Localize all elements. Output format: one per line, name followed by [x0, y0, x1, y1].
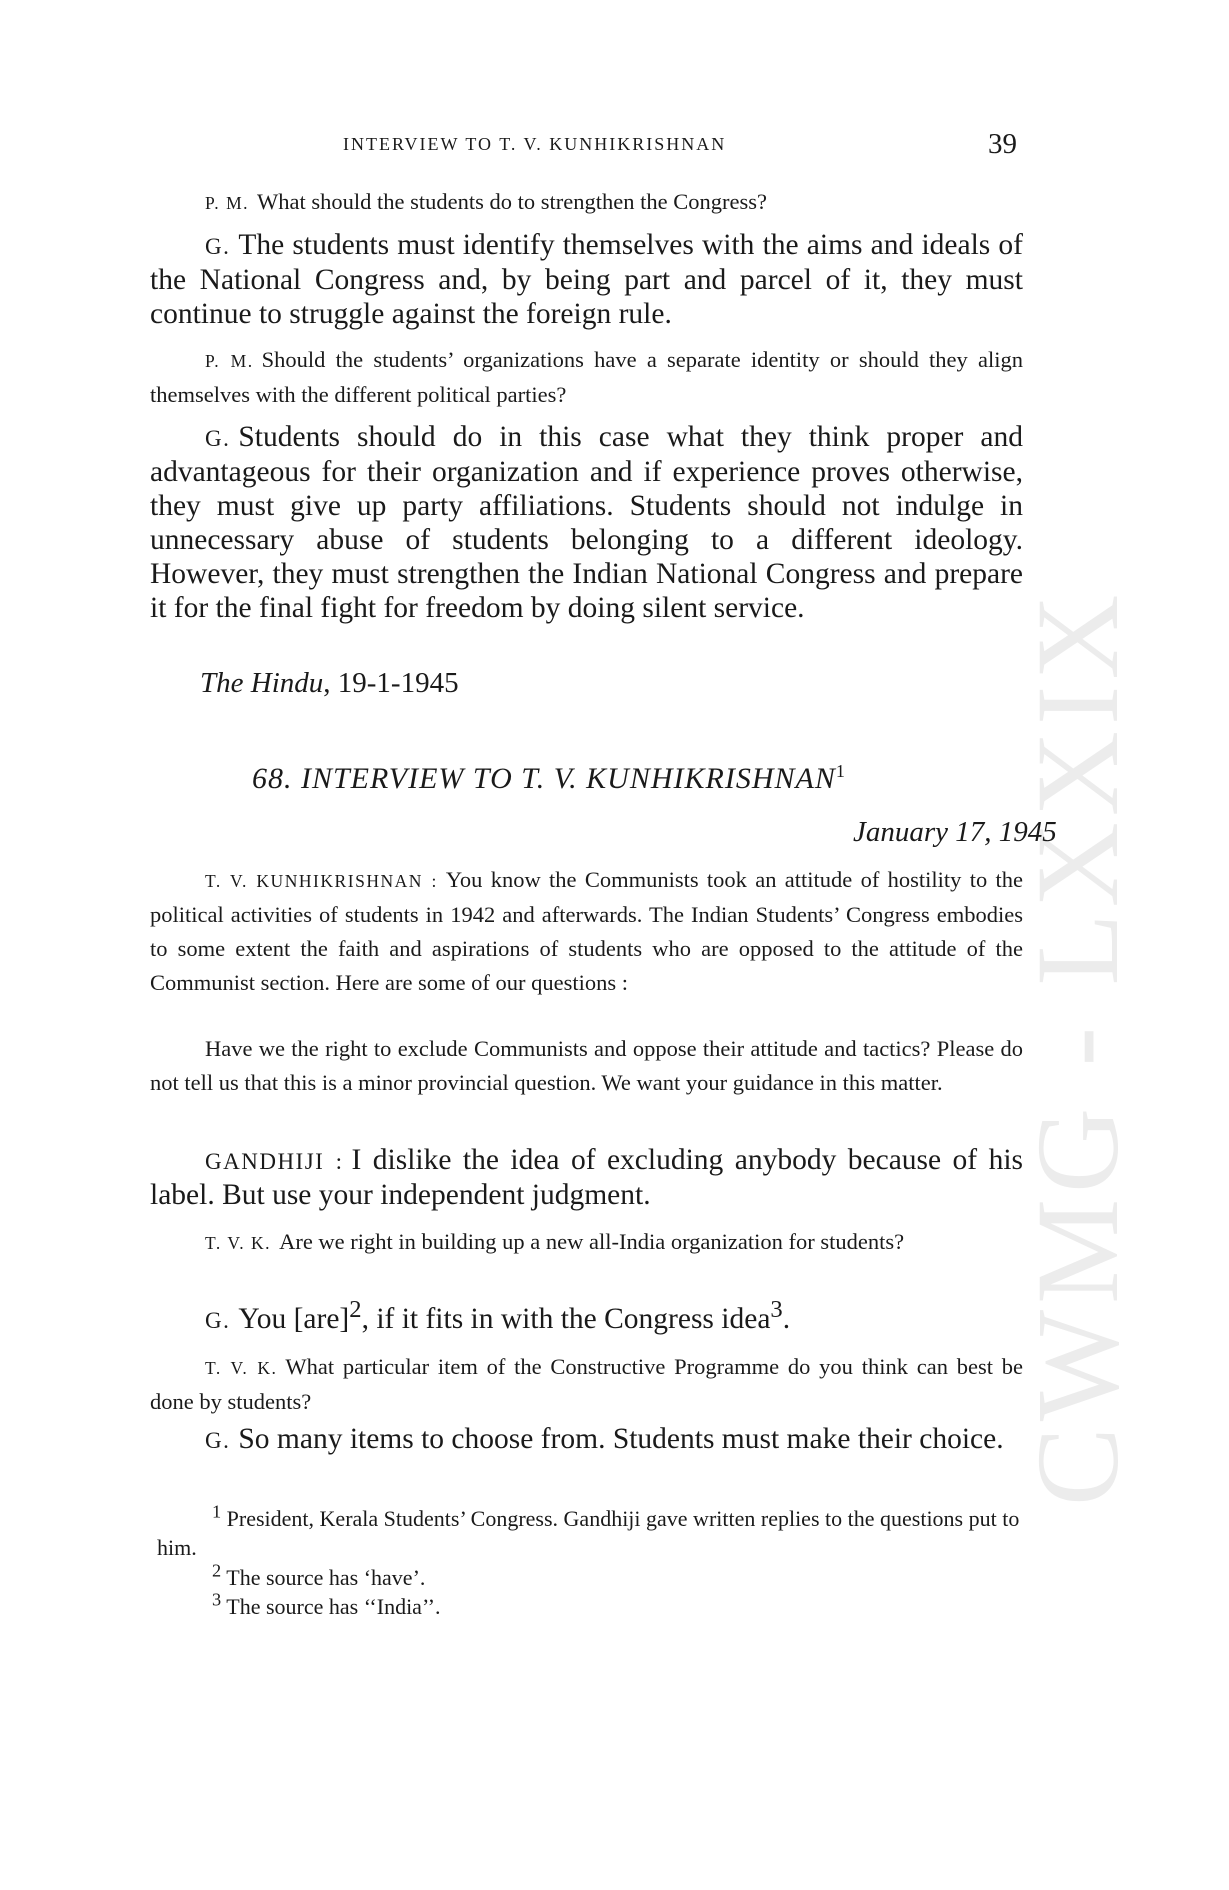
section-number: 68. [252, 762, 293, 795]
dialogue-answer-3 [150, 1422, 1023, 1457]
speaker-label: T. V. K. [205, 1233, 272, 1253]
dialogue-text: So many items to choose from. Students must make their choice. [238, 1423, 1004, 1455]
speaker-label: GANDHIJI : [205, 1148, 344, 1174]
dialogue-text: Are we right in building up a new all-India organization for students? [279, 1229, 905, 1254]
question-1 [150, 185, 1023, 220]
answer-2 [150, 420, 1023, 625]
dialogue-text: You [are] [238, 1303, 350, 1335]
speaker-label: G. [205, 425, 231, 451]
section-title: INTERVIEW TO T. V. KUNHIKRISHNAN [301, 762, 836, 795]
running-head: INTERVIEW TO T. V. KUNHIKRISHNAN [343, 134, 727, 154]
speaker-label: G. [205, 233, 231, 259]
answer-text: Students should do in this case what they think proper and advantageous for their organization and if experience proves otherwise, they must give up party affiliations. Students should not indulge in unnecessary abuse of students belonging to a different ideology. However, they must strengthen the Indian National Congress and prepare it for the final fight for freedom by doing silent service. [150, 421, 1023, 624]
question-2 [150, 343, 1023, 412]
footnote-2 [157, 1560, 1023, 1592]
dialogue-text: I dislike the idea of excluding anybody because of his label. But use your independent judgment. [150, 1144, 1023, 1211]
footnote-mark: 1 [212, 1501, 222, 1522]
footnote-ref: 1 [835, 761, 846, 781]
question-text: Should the students’ organizations have a separate identity or should they align themselves with the different political parties? [150, 347, 1023, 407]
answer-text: The students must identify themselves with the aims and ideals of the National Congress and, by being part and parcel of it, they must continue to struggle against the foreign rule. [150, 229, 1023, 330]
footnote-text: President, Kerala Students’ Congress. Gandhiji gave written replies to the questions put to him. [157, 1506, 1020, 1560]
section-heading [252, 762, 846, 796]
source-citation [200, 667, 459, 700]
footnote-mark: 3 [212, 1589, 222, 1610]
page-number: 39 [988, 128, 1017, 160]
footnote-ref: 2 [349, 1296, 362, 1324]
dialogue-question-1 [150, 863, 1023, 1000]
dialogue-text: Have we the right to exclude Communists and oppose their attitude and tactics? Please do not tell us that this is a minor provincial question. We want your guidance in this matter. [150, 1036, 1023, 1095]
interview-date: January 17, 1945 [853, 816, 1057, 848]
answer-1 [150, 228, 1023, 331]
watermark: CWMG - LXXIX [1012, 588, 1143, 1506]
footnote-text: The source has ‘‘India’’. [221, 1594, 441, 1619]
speaker-label: P. M. [205, 351, 254, 371]
footnote-mark: 2 [212, 1560, 222, 1581]
footnote-text: The source has ‘have’. [221, 1565, 426, 1590]
dialogue-text: You know the Communists took an attitude of hostility to the political activities of students in 1942 and afterwards. The Indian Students’ Congress embodies to some extent the faith and aspirations of students who are opposed to the attitude of the Communist section. Here are some of our questions : [150, 867, 1023, 995]
dialogue-question-3 [150, 1225, 1023, 1260]
dialogue-text: What particular item of the Constructive Programme do you think can best be done by students? [150, 1354, 1023, 1414]
footnote-ref: 3 [770, 1296, 783, 1324]
dialogue-question-2 [150, 1032, 1023, 1100]
speaker-label: T. V. K. [205, 1358, 278, 1378]
dialogue-text: , if it fits in with the Congress idea [361, 1303, 771, 1335]
footnote-3 [157, 1589, 1023, 1621]
speaker-label: T. V. KUNHIKRISHNAN : [205, 871, 438, 891]
dialogue-text: . [782, 1303, 791, 1335]
dialogue-answer-1 [150, 1143, 1023, 1212]
dialogue-question-4 [150, 1350, 1023, 1419]
speaker-label: G. [205, 1307, 231, 1333]
dialogue-answer-2 [150, 1296, 1023, 1337]
footnote-1 [157, 1501, 1023, 1562]
source-date: , 19-1-1945 [323, 667, 459, 699]
question-text: What should the students do to strengthen the Congress? [257, 189, 767, 214]
speaker-label: G. [205, 1427, 231, 1453]
speaker-label: P. M. [205, 193, 250, 213]
source-paper: The Hindu [200, 667, 324, 699]
